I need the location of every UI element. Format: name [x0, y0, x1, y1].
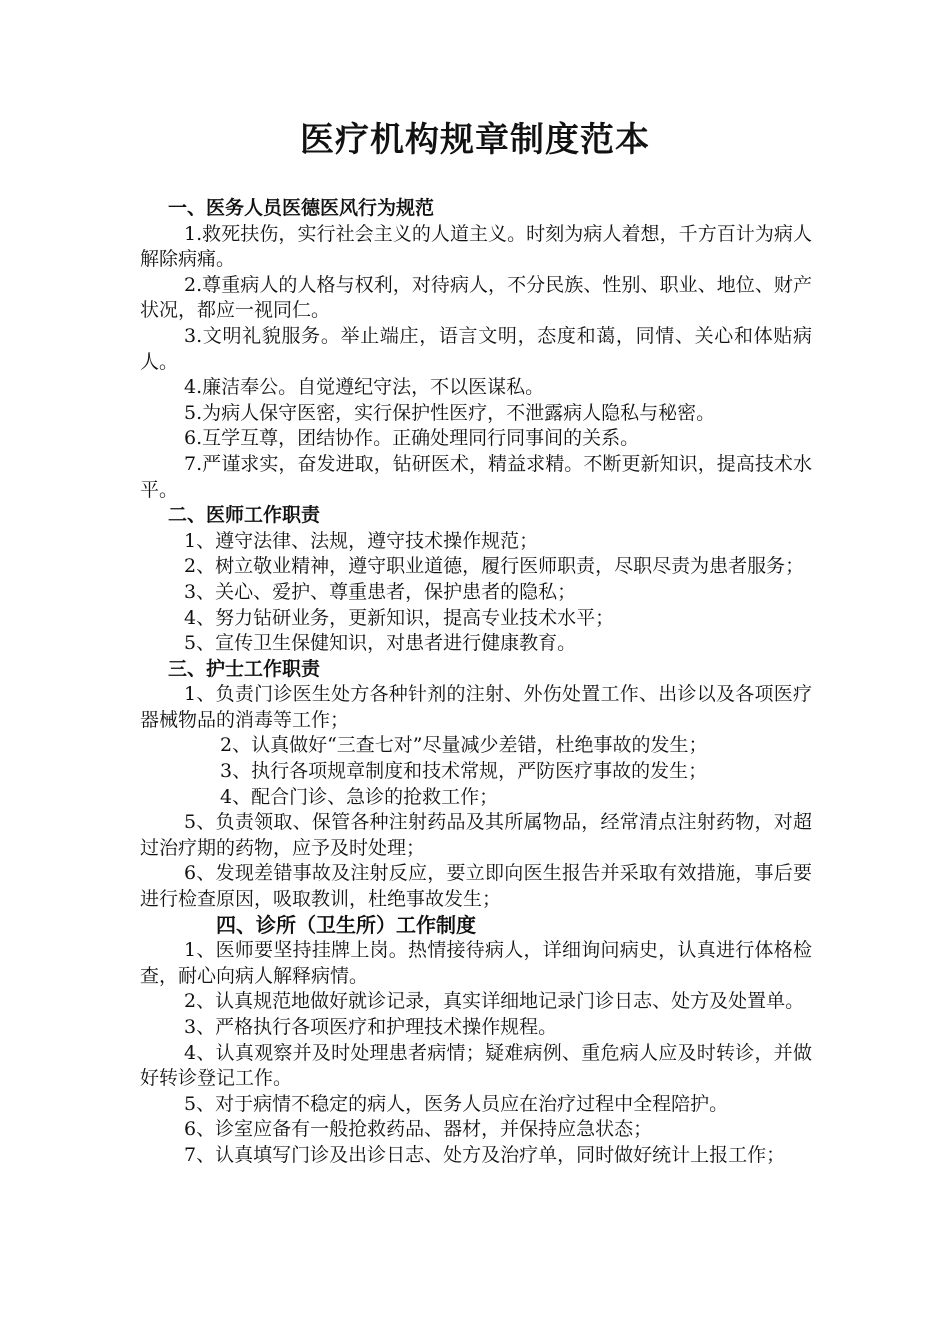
paragraph: 1、负责门诊医生处方各种针剂的注射、外伤处置工作、出诊以及各项医疗器械物品的消毒等工作； — [140, 683, 812, 731]
paragraph: 2、树立敬业精神，遵守职业道德，履行医师职责，尽职尽责为患者服务； — [184, 555, 805, 578]
paragraph: 3、严格执行各项医疗和护理技术操作规程。 — [184, 1016, 558, 1038]
section-heading: 三、护士工作职责 — [168, 657, 321, 680]
section-heading: 二、医师工作职责 — [168, 504, 321, 527]
paragraph: 2.尊重病人的人格与权利，对待病人，不分民族、性别、职业、地位、财产状况，都应一视同仁。 — [140, 273, 812, 322]
paragraph: 4、努力钻研业务，更新知识，提高专业技术水平； — [184, 606, 615, 629]
paragraph: 6、发现差错事故及注射反应，要立即向医生报告并采取有效措施，事后要进行检查原因，吸取教训，杜绝事故发生； — [140, 862, 812, 911]
paragraph: 6.互学互尊，团结协作。正确处理同行同事间的关系。 — [184, 427, 640, 450]
paragraph: 2、认真做好“三查七对”尽量减少差错，杜绝事故的发生； — [220, 734, 708, 757]
section-heading: 一、医务人员医德医风行为规范 — [168, 197, 435, 219]
paragraph: 5.为病人保守医密，实行保护性医疗，不泄露病人隐私与秘密。 — [184, 401, 716, 424]
paragraph: 2、认真规范地做好就诊记录，真实详细地记录门诊日志、处方及处置单。 — [184, 990, 805, 1013]
paragraph: 5、负责领取、保管各种注射药品及其所属物品，经常清点注射药物，对超过治疗期的药物，应予及时处理； — [140, 811, 812, 859]
paragraph: 4.廉洁奉公。自觉遵纪守法，不以医谋私。 — [184, 376, 545, 399]
paragraph: 4、配合门诊、急诊的抢救工作； — [220, 785, 499, 808]
paragraph: 7.严谨求实，奋发进取，钻研医术，精益求精。不断更新知识，提高技术水平。 — [140, 452, 812, 501]
paragraph: 5、对于病情不稳定的病人，医务人员应在治疗过程中全程陪护。 — [184, 1092, 729, 1115]
paragraph: 6、诊室应备有一般抢救药品、器材，并保持应急状态； — [184, 1118, 653, 1141]
section-heading: 四、诊所（卫生所）工作制度 — [216, 912, 476, 937]
paragraph: 3.文明礼貌服务。举止端庄，语言文明，态度和蔼，同情、关心和体贴病人。 — [140, 324, 812, 373]
paragraph: 3、执行各项规章制度和技术常规，严防医疗事故的发生； — [220, 760, 708, 783]
document-title: 医疗机构规章制度范本 — [300, 120, 650, 160]
document-body — [140, 196, 812, 1169]
paragraph: 4、认真观察并及时处理患者病情；疑难病例、重危病人应及时转诊，并做好转诊登记工作。 — [140, 1041, 812, 1090]
paragraph: 5、宣传卫生保健知识，对患者进行健康教育。 — [184, 632, 577, 655]
paragraph: 1、医师要坚持挂牌上岗。热情接待病人，详细询问病史，认真进行体格检查，耐心向病人解释病情。 — [140, 939, 812, 987]
paragraph: 3、关心、爱护、尊重患者，保护患者的隐私； — [184, 580, 577, 603]
paragraph: 7、认真填写门诊及出诊日志、处方及治疗单，同时做好统计上报工作； — [184, 1143, 786, 1166]
paragraph: 1、遵守法律、法规，遵守技术操作规范； — [184, 529, 539, 552]
paragraph: 1.救死扶伤，实行社会主义的人道主义。时刻为病人着想，千方百计为病人解除病痛。 — [140, 222, 812, 271]
